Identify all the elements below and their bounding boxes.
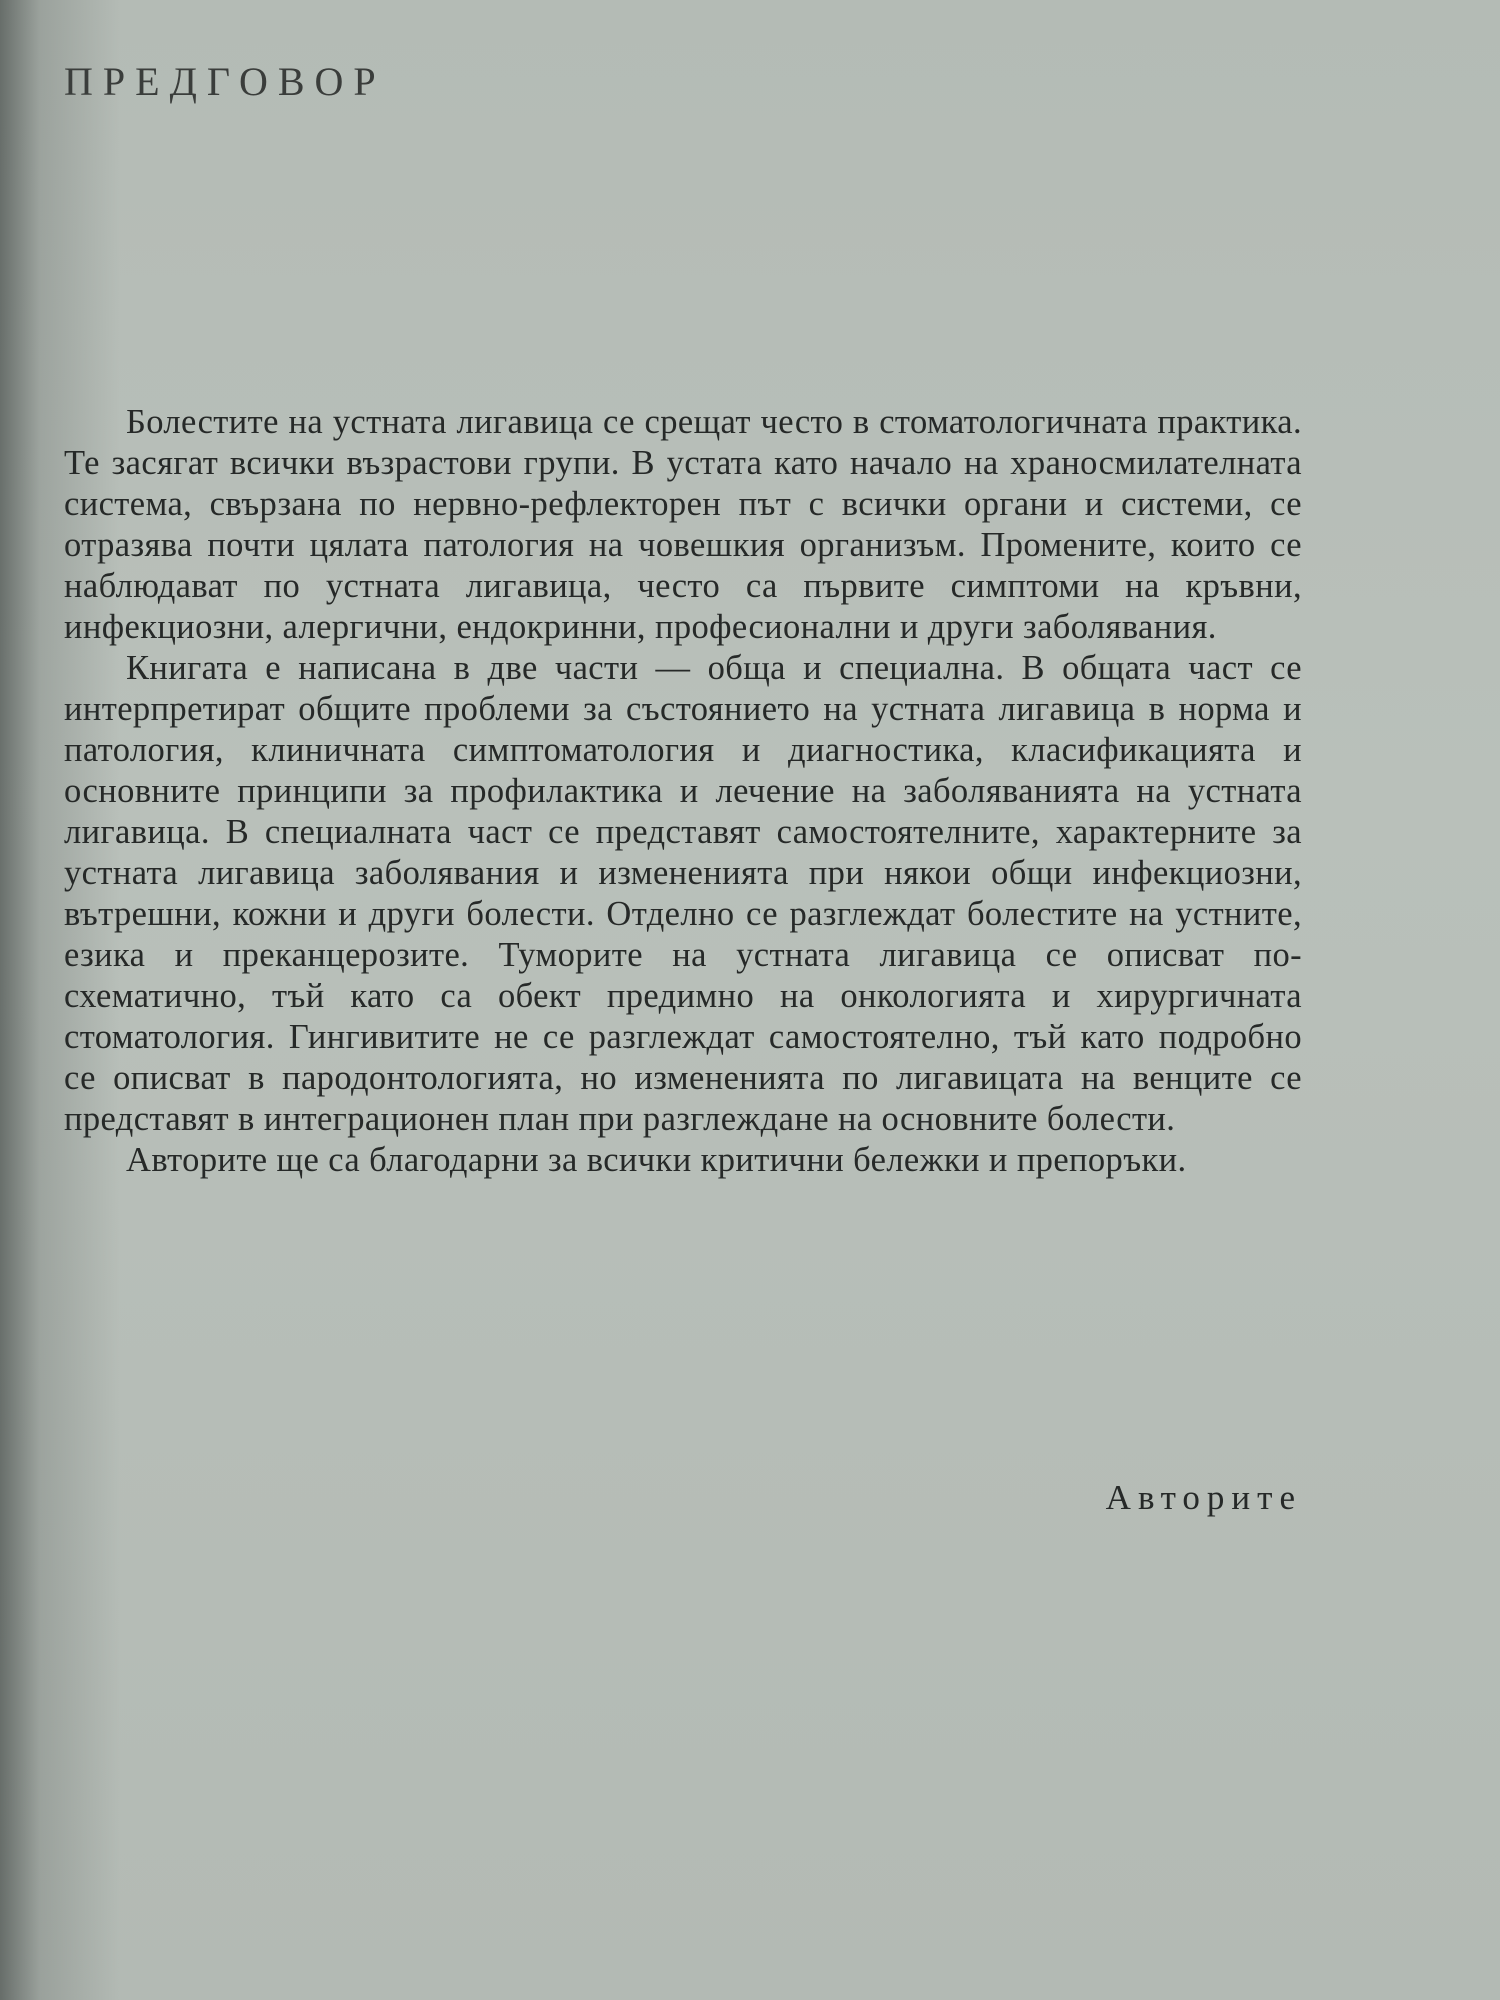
- paragraph-structure: Книгата е написана в две части — обща и специална. В общата част се интерпретират общите проблеми за състоянието на устната лигавица в норма и патология, клиничната симптоматология и диагностика, класификацията и основните принципи за профилактика и лечение на заболяванията на устната лигавица. В специалната част се представят самостоятелните, характерните за устната лигавица заболявания и измененията при някои общи инфекциозни, вътрешни, кожни и други болести. Отделно се разглеждат болестите на устните, езика и преканцерозите. Туморите на устната лигавица се описват по-схематично, тъй като са обект предимно на онкологията и хирургичната стоматология. Гингивитите не се разглеждат самостоятелно, тъй като подробно се описват в пародонтологията, но измененията по лигавицата на венците се представят в интеграционен план при разглеждане на основните болести.: [64, 649, 1302, 1138]
- preface-body: [64, 402, 1302, 1181]
- paragraph-thanks: Авторите ще са благодарни за всички критични бележки и препоръки.: [126, 1141, 1187, 1179]
- paragraph-intro: Болестите на устната лигавица се срещат често в стоматологичната практика. Те засягат всички възрастови групи. В устата като начало на храносмилателната система, свързана по нервно-рефлекторен път с всички органи и системи, се отразява почти цялата патология на човешкия организъм. Промените, които се наблюдават по устната лигавица, често са първите симптоми на кръвни, инфекциозни, алергични, ендокринни, професионални и други заболявания.: [64, 403, 1302, 646]
- signature: Авторите: [1105, 1478, 1302, 1517]
- page-title: ПРЕДГОВОР: [64, 59, 386, 104]
